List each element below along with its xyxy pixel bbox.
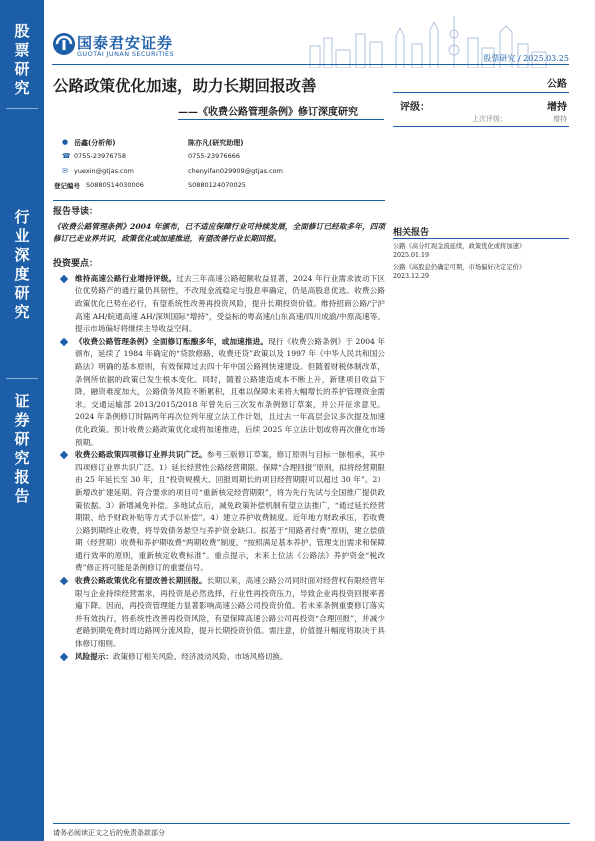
- analyst-2-phone: 0755-23976666: [188, 152, 240, 160]
- phone-icon: ☎: [62, 152, 71, 160]
- sidebar-label-industry-research: 行 业 深 度 研 究: [14, 208, 30, 321]
- key-point-lead: 收费公路政策优化有望改善长期回报。: [75, 576, 207, 586]
- sidebar-divider: [6, 108, 38, 109]
- bullet-diamond-icon: [60, 275, 68, 283]
- bullet-diamond-icon: [60, 652, 68, 660]
- related-reports-heading: 相关报告: [393, 228, 430, 238]
- related-report-2-title[interactable]: 公路《高股息仍确定可期，市场偏好决定定价》: [393, 264, 526, 271]
- report-body: [53, 204, 385, 663]
- risk-warning: [53, 651, 385, 664]
- key-point: [53, 575, 385, 651]
- related-report-1-date: 2025.01.19: [393, 252, 430, 259]
- email-icon: ✉: [62, 167, 68, 175]
- key-point-text: 参考三版修订草案，修订原则与目标一脉相承，其中四项修订业界共识广泛。1）延长经营性公路经营期限。保障“合理回报”原则，拟将经营期限由 25 年延长至 30 年，且“投资规模大、回报周期长的项目经营期限可以超过 30 年”。2）新增改扩建延期。符合要求的项目可“重新核定经营期限”，将为先行先试与全国推广提供政策依据。3）新增减免补偿。多地试点后，减免政策补偿机制有望立法推广，“通过延长经营期限、给予财政补贴等方式予以补偿”。4）建立养护收费制度。近年地方财政承压，若收费公路到期终止收费，将导致债务悬空与养护资金缺口。拟基于“用路者付费”原则，建立偿债期（经营期）收费和养护期收费“两期收费”制度，“按照满足基本养护、管理支出需求和保障通行效率的原则，重新核定收费标准”。重点提示，未来上位法《公路法》养护资金“税改费”修正将可能是条例修订的重要信号。: [75, 450, 386, 573]
- related-report-2-date: 2023.12.29: [393, 273, 430, 280]
- rating-rule-bottom: [393, 126, 569, 127]
- analyst-1-name: 岳鑫(分析师): [74, 139, 116, 147]
- subtitle-rule: [178, 119, 384, 120]
- disclaimer-footer[interactable]: 请务必阅读正文之后的免责条款部分: [53, 829, 165, 837]
- sidebar-label-securities-report: 证 券 研 究 报 告: [14, 392, 30, 505]
- related-report-1-title[interactable]: 公路《高分红现金流延续，政策优化或将加速》: [393, 243, 526, 250]
- brand-name: 国泰君安证券: [77, 34, 174, 52]
- key-points-heading: 投资要点：: [53, 258, 99, 269]
- report-title: 公路政策优化加速，助力长期回报改善: [53, 76, 317, 95]
- analyst-1-email[interactable]: yuexin@gtjas.com: [74, 167, 134, 175]
- cert-label: 登记编号: [54, 182, 80, 190]
- key-point-text: 现行《收费公路条例》于 2004 年颁布，延续了 1984 年确定的“贷款修路、收费还贷”政策以及 1997 年《中华人民共和国公路法》明确的基本原则，有效保障过去四十年中国公路网快速建设。但随着财税体制改革，条例所依据的政策已发生根本变化。同时，随着公路建造成本不断上升，新建项目收益下降，融资难度加大，公路债务风险不断累积，且难以保障未来将大幅增长的养护管理资金需求。交通运输部 2013/2015/2018 年曾先后三次发布条例修订草案，并公开征求意见。2024 年条例修订时隔两年再次位列年度立法工作计划，且过去一年高层会议多次提及加速优化政策。预计收费公路政策优化或将加速推进，后续 2025 年立法计划或将再次催化市场预期。: [75, 336, 386, 447]
- sidebar: [0, 0, 44, 841]
- bullet-diamond-icon: [60, 451, 68, 459]
- header-divider: [52, 64, 569, 65]
- risk-warning-text: 政策修订相关风险、经济波动风险、市场风格切换。: [112, 651, 288, 661]
- person-icon: ●: [62, 138, 69, 146]
- key-point-lead: 《收费公路管理条例》全面修订酝酿多年，或加速推进。: [75, 336, 269, 346]
- analyst-2-name: 陈亦凡(研究助理): [188, 139, 244, 147]
- rating-label: 评级：: [400, 102, 430, 113]
- risk-warning-lead: 风险提示：: [75, 651, 113, 661]
- analyst-1-phone: 0755-23976758: [74, 152, 126, 160]
- analyst-2-name-row: [188, 138, 243, 148]
- sidebar-divider: [6, 378, 38, 379]
- guide-heading: 报告导读：: [53, 207, 99, 217]
- footer-rule: [53, 823, 570, 824]
- brand-name-en: GUOTAI JUNAN SECURITIES: [77, 50, 175, 58]
- rating-value: 增持: [547, 102, 567, 113]
- guide-text: 《收费公路管理条例》2004 年颁布，已不适应保障行业可持续发展，全面修订已经取多年，四项修订已走业界共识，政策优化或加速推进，有望改善行业长期回报。: [53, 222, 385, 244]
- prev-rating-label: 上次评级：: [472, 115, 507, 123]
- key-point: [53, 273, 385, 336]
- key-point-lead: 维持高速公路行业增持评级。: [75, 273, 177, 283]
- rating-rule-top: [393, 92, 569, 93]
- prev-rating-value: 增持: [553, 115, 567, 123]
- header-meta: 股票研究 / 2025.03.25: [483, 54, 569, 63]
- key-point: [53, 449, 385, 575]
- industry-label: 公路: [547, 79, 567, 90]
- key-point-text: 长期以来，高速公路公司同时面对经营权有限经营年限与企业持续经营需求，再投资是必然选择，行业性再投资压力，导致企业再投资回报率普遍下降。因而，再投资管理能力显著影响高速公路公司投资价值。若未来条例重要修订落实并有效执行，将系统性改善再投资风险，有望保障高速公路公司再投资“合理回报”，并减少老路到期免费时周边路网分流风险，提升长期投资价值。需注意，价值提升幅度将取决于具体修订细则。: [75, 576, 386, 649]
- key-point-text: 过去三年高速公路超额收益显著，2024 年行业需求波动下区位优势路产的通行量仍具韧性，不改现金流稳定与股息率确定，仍是高股息优选。收费公路政策优化已势在必行，有望系统性改善再投资风险，提升长期投资价值。维持招商公路/宁沪高速 AH/皖通高速 AH/深圳国际“增持”，受益标的粤高速/山东高速/四川成渝/中原高速等。提示市场偏好将继续主导收益空间。: [75, 273, 385, 334]
- key-point-lead: 收费公路政策四项修订业界共识广泛。: [75, 450, 207, 460]
- report-subtitle: ——《收费公路管理条例》修订深度研究: [178, 107, 358, 118]
- sidebar-label-stock-research: 股 票 研 究: [14, 22, 30, 97]
- bullet-diamond-icon: [60, 338, 68, 346]
- analyst-2-email[interactable]: chenyifan029909@gtjas.com: [188, 167, 283, 175]
- bullet-diamond-icon: [60, 577, 68, 585]
- analyst-2-cert: S0880124070025: [188, 181, 246, 189]
- body-top-rule: [53, 200, 385, 201]
- analyst-1-cert: S0880514030006: [86, 181, 144, 189]
- related-rule: [393, 238, 569, 239]
- key-point: [53, 336, 385, 449]
